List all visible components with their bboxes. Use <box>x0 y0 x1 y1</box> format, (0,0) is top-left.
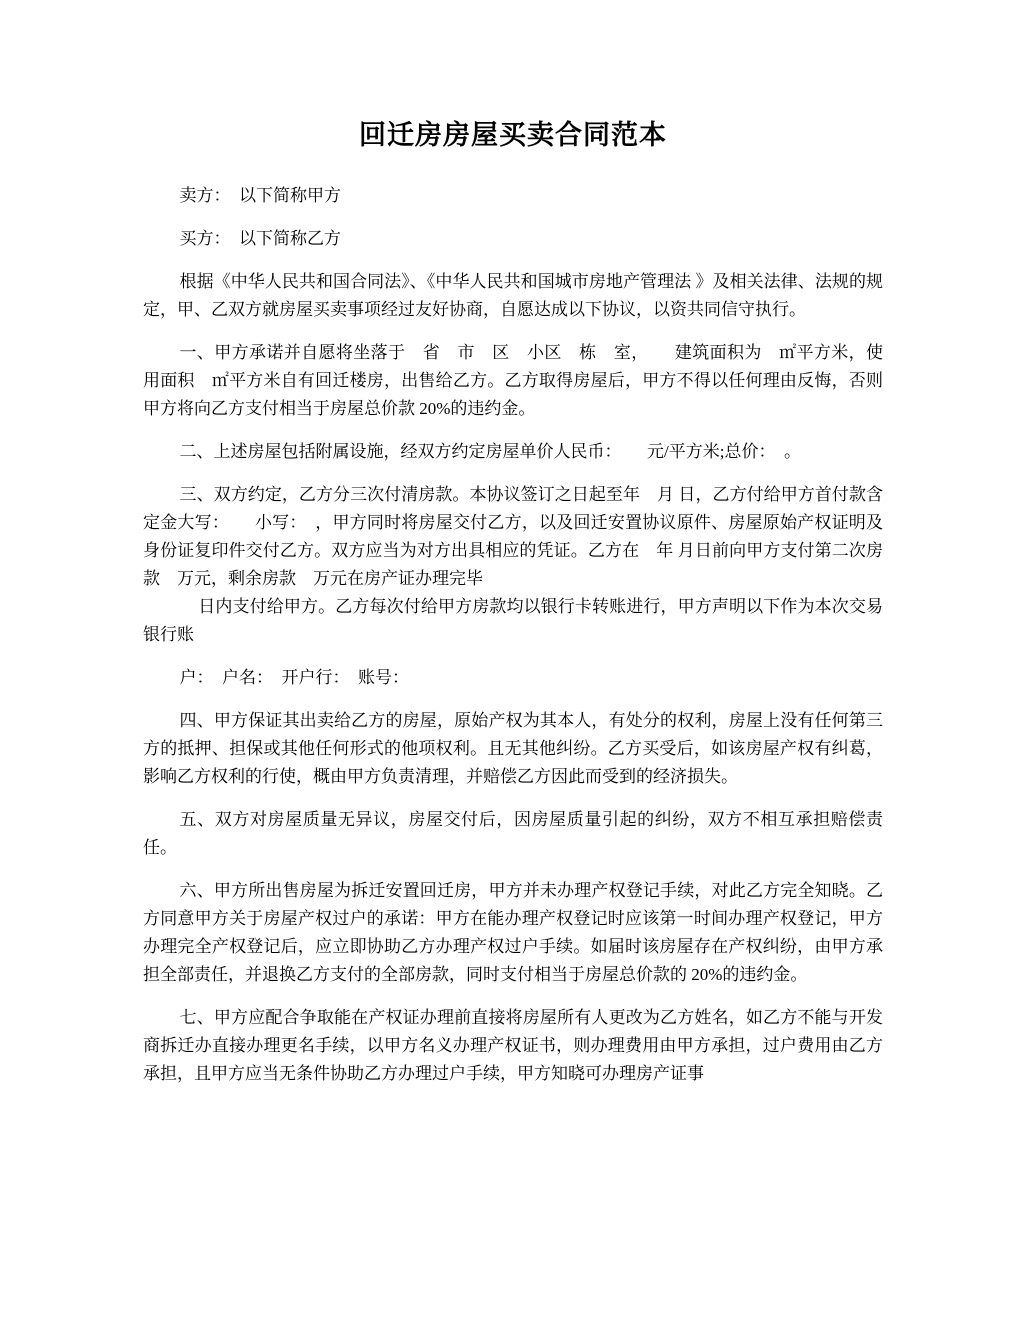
clause-1-paragraph: 一、甲方承诺并自愿将坐落于 省 市 区 小区 栋 室， 建筑面积为 ㎡平方米，使用面积 ㎡平方米自有回迁楼房，出售给乙方。乙方取得房屋后，甲方不得以任何理由反悔，否则甲方将向乙方支付相当于房屋总价款 20%的违约金。 <box>143 343 883 418</box>
clause-6-paragraph: 六、甲方所出售房屋为拆迁安置回迁房，甲方并未办理产权登记手续，对此乙方完全知晓。乙方同意甲方关于房屋产权过户的承诺：甲方在能办理产权登记时应该第一时间办理产权登记，甲方办理完全产权登记后，应立即协助乙方办理产权过户手续。如届时该房屋存在产权纠纷，由甲方承担全部责任，并退换乙方支付的全部房款，同时支付相当于房屋总价款的 20%的违约金。 <box>143 881 883 984</box>
seller-line: 卖方： 以下简称甲方 <box>179 186 342 205</box>
bank-account-line: 户： 户名： 开户行： 账号： <box>179 668 410 687</box>
clause-5-paragraph: 五、双方对房屋质量无异议，房屋交付后，因房屋质量引起的纠纷，双方不相互承担赔偿责任。 <box>143 810 883 857</box>
preamble-paragraph: 根据《中华人民共和国合同法》、《中华人民共和国城市房地产管理法 》及相关法律、法规的规定，甲、乙双方就房屋买卖事项经过友好协商，自愿达成以下协议，以资共同信守执行。 <box>143 272 883 319</box>
clause-2-paragraph: 二、上述房屋包括附属设施，经双方约定房屋单价人民币： 元/平方米;总价： 。 <box>179 442 801 461</box>
buyer-line: 买方： 以下简称乙方 <box>179 229 342 248</box>
clause-4-paragraph: 四、甲方保证其出卖给乙方的房屋，原始产权为其本人，有处分的权利，房屋上没有任何第三方的抵押、担保或其他任何形式的他项权利。且无其他纠纷。乙方买受后，如该房屋产权有纠葛，影响乙方权利的行使，概由甲方负责清理，并赔偿乙方因此而受到的经济损失。 <box>143 711 883 786</box>
clause-3-paragraph: 三、双方约定，乙方分三次付清房款。本协议签订之日起至年 月 日，乙方付给甲方首付款含定金大写： 小写： ，甲方同时将房屋交付乙方，以及回迁安置协议原件、房屋原始产权证明及身份证复印件交付乙方。双方应当为对方出具相应的凭证。乙方在 年 月日前向甲方支付第二次房款 万元，剩余房款 万元在房产证办理完毕 <box>143 485 883 588</box>
clause-7-paragraph: 七、甲方应配合争取能在产权证办理前直接将房屋所有人更改为乙方姓名，如乙方不能与开发商拆迁办直接办理更名手续，以甲方名义办理产权证书，则办理费用由甲方承担，过户费用由乙方承担，且甲方应当无条件协助乙方办理过户手续，甲方知晓可办理房产证事 <box>143 1008 883 1083</box>
clause-3-continuation-paragraph: 日内支付给甲方。乙方每次付给甲方房款均以银行卡转账进行，甲方声明以下作为本次交易银行账 <box>143 597 883 644</box>
contract-title: 回迁房房屋买卖合同范本 <box>359 120 667 150</box>
